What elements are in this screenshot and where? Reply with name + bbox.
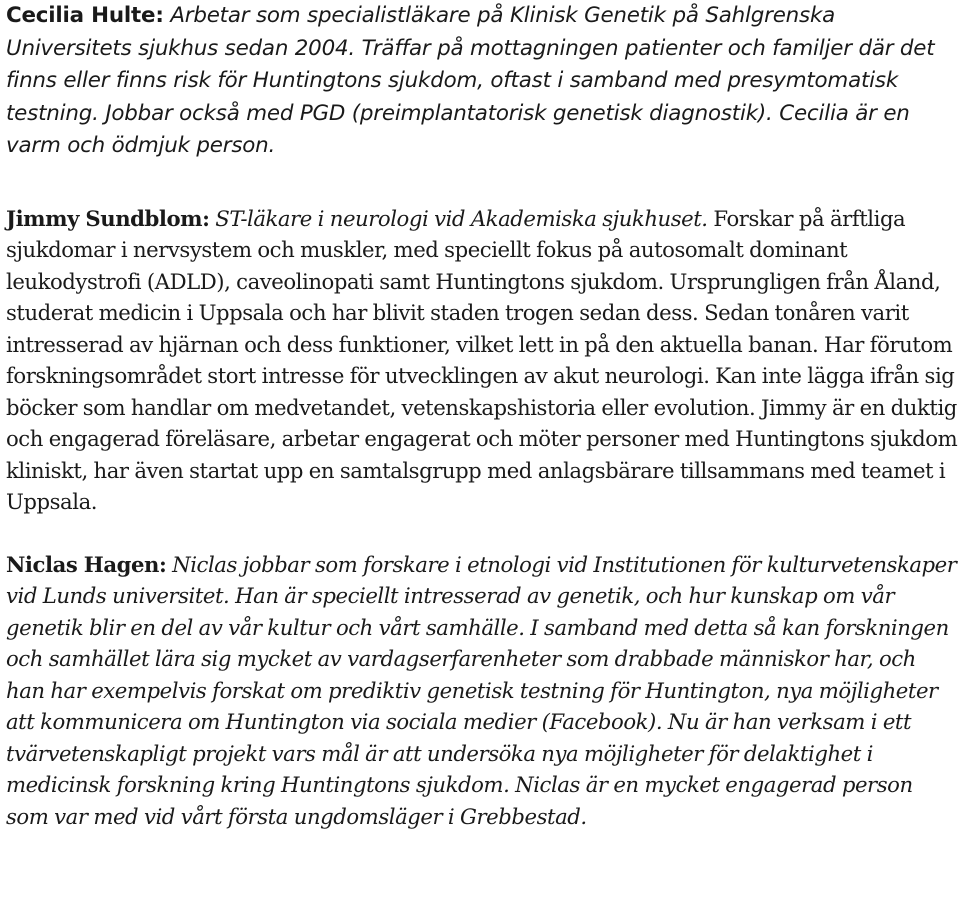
- bio-niclas-hagen: [6, 549, 958, 833]
- document-page: [6, 0, 958, 832]
- bio-description: Niclas jobbar som forskare i etnologi vid Institutionen för kulturvetenskaper vid Lunds universitet. Han är speciellt intresserad av genetik, och hur kunskap om vår genetik blir en del av vår kultur och vårt samhälle. I samband med detta så kan forskningen och samhället lära sig mycket av vardagserfarenheter som drabbade människor har, och han har exempelvis forskat om prediktiv genetisk testning för Huntington, nya möjligheter att kommunicera om Huntington via sociala medier (Facebook). Nu är han verksam i ett tvärvetenskapligt projekt vars mål är att undersöka nya möjligheter för delaktighet i medicinsk forskning kring Huntingtons sjukdom. Niclas är en mycket engagerad person som var med vid vårt första ungdomsläger i Grebbestad.: [6, 551, 957, 829]
- bio-text: Forskar på ärftliga sjukdomar i nervsystem och muskler, med speciellt fokus på autosomalt dominant leukodystrofi (ADLD), caveolinopati samt Huntingtons sjukdom. Ursprungligen från Åland, studerat medicin i Uppsala och har blivit staden trogen sedan dess. Sedan tonåren varit intresserad av hjärnan och dess funktioner, vilket lett in på den aktuella banan. Har förutom forskningsområdet stort intresse för utvecklingen av akut neurologi. Kan inte lägga ifrån sig böcker som handlar om medvetandet, vetenskapshistoria eller evolution. Jimmy är en duktig och engagerad föreläsare, arbetar engagerat och möter personer med Huntingtons sjukdom kliniskt, har även startat upp en samtalsgrupp med anlagsbärare tillsammans med teamet i Uppsala.: [6, 205, 958, 515]
- bio-name: Jimmy Sundblom:: [6, 205, 210, 231]
- bio-cecilia-hulte: [6, 0, 958, 163]
- bio-name: Cecilia Hulte:: [6, 3, 164, 28]
- bio-name: Niclas Hagen:: [6, 551, 167, 577]
- bio-description: Arbetar som specialistläkare på Klinisk Genetik på Sahlgrenska Universitets sjukhus sedan 2004. Träffar på mottagningen patienter och familjer där det finns eller finns risk för Huntingtons sjukdom, oftast i samband med presymtomatisk testning. Jobbar också med PGD (preimplantatorisk genetisk diagnostik). Cecilia är en varm och ödmjuk person.: [6, 3, 935, 159]
- bio-jimmy-sundblom: [6, 203, 958, 518]
- bio-description: ST-läkare i neurologi vid Akademiska sjukhuset.: [209, 205, 708, 231]
